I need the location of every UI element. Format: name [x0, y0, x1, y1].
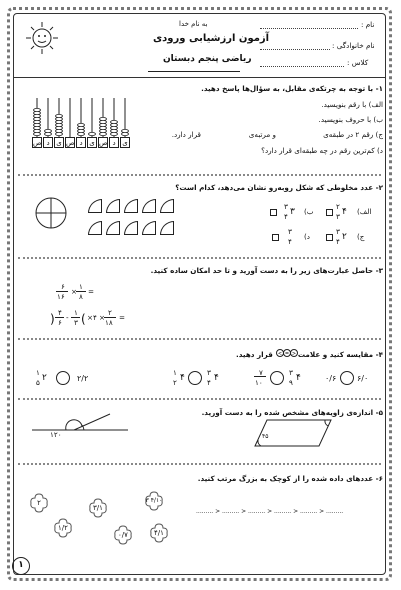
expr2-d2: ۳ [74, 318, 78, 327]
abacus-label: ی [54, 137, 64, 148]
option-den: ۴ [284, 212, 288, 221]
abacus-label: ی [120, 137, 130, 148]
q6-instruction: ۶- عددهای داده شده را از کوچک به بزرگ مرتب کنید. [197, 474, 383, 483]
compare-left-value: ۰/۶ [325, 374, 337, 383]
number-flower [112, 524, 134, 546]
compare-circle[interactable] [188, 371, 202, 385]
header-underline [148, 71, 240, 72]
option-checkbox[interactable] [326, 234, 333, 241]
option-label: د) [304, 232, 311, 241]
q4-instruction: ۴- مقایسه کنید و علامت [297, 350, 383, 359]
number-flower [87, 497, 109, 519]
compare-den: ۲ [173, 378, 177, 387]
abacus-label: ص [66, 139, 75, 147]
q1-a: الف) با رقم بنویسید. [321, 100, 383, 109]
expr2-d3: ۱۸ [105, 318, 113, 327]
compare-left-value: ۲/۲ [77, 374, 89, 383]
abacus-label: ص [33, 139, 42, 147]
subject-title: ریاضی پنجم دبستان [163, 54, 252, 64]
abacus [32, 94, 132, 138]
compare-whole: ۴ [214, 373, 219, 383]
compare-right-value: ۶/۰ [357, 374, 369, 383]
q3-instruction: ۳- حاصل عبارت‌های زیر را به دست آورید و تا حد امکان ساده کنید. [150, 266, 383, 275]
number-flower [28, 492, 50, 514]
abacus-label: ی [87, 137, 97, 148]
paren-open: ( [50, 312, 55, 326]
svg-text:=: = [284, 351, 290, 357]
q1-c-end: قرار دارد. [171, 130, 201, 139]
svg-text:<: < [277, 351, 283, 357]
q1-c-mid: و مرتبه‌ی [248, 130, 276, 139]
expr2-n1: ۴ [58, 308, 62, 317]
number-flower [148, 522, 170, 544]
expr2-eq: = [119, 313, 126, 322]
option-label: الف) [357, 207, 372, 216]
option-num: ۳ [284, 202, 288, 211]
expr2-n3: ۲ [108, 308, 112, 317]
angle-figure [30, 412, 130, 448]
abacus-label: د [43, 137, 53, 148]
compare-whole: ۴ [180, 373, 185, 383]
expr1-eq: = [88, 287, 95, 296]
expr1-d1: ۱۶ [57, 292, 65, 301]
q4-instruction-end: قرار دهید. [236, 350, 273, 359]
option-den: ۴ [288, 237, 292, 246]
parallelogram-angle: ۴۵ [262, 433, 269, 440]
section-divider [18, 174, 381, 176]
header-divider [14, 77, 386, 78]
q1-c-start: ج) رقم ۲ در طبقه‌ی [323, 130, 383, 139]
compare-whole: ۲ [42, 373, 47, 383]
compare-circle[interactable] [340, 371, 354, 385]
expr1-op: × [71, 287, 78, 296]
option-checkbox[interactable] [326, 209, 333, 216]
section-divider [18, 338, 381, 340]
family-field[interactable] [260, 49, 330, 50]
svg-text:>: > [291, 351, 297, 357]
expr2-minus: - [66, 313, 69, 322]
compare-den: ۵ [36, 378, 40, 387]
q2-instruction: ۲- عدد مخلوطی که شکل روبه‌رو نشان می‌دهد، کدام است؟ [175, 183, 383, 192]
option-whole: ۲ [342, 232, 347, 242]
option-num: ۳ [336, 227, 340, 236]
compare-circle[interactable] [56, 371, 70, 385]
compare-den: ۴ [207, 378, 211, 387]
compare-num: ۳ [289, 368, 293, 377]
abacus-label: د [76, 137, 86, 148]
expr1-d2: ۸ [79, 292, 83, 301]
option-den: ۳ [336, 212, 340, 221]
expr2-d1: ۶ [58, 318, 62, 327]
paren-close: ) [81, 312, 86, 326]
abacus-label: د [109, 137, 119, 148]
family-label: نام خانوادگی : [332, 41, 375, 50]
number-value: ۴/۱ [154, 529, 164, 537]
option-label: ج) [357, 232, 365, 241]
option-label: ب) [304, 207, 314, 216]
compare-whole: ۴ [296, 373, 301, 383]
option-whole: ۳ [290, 207, 295, 217]
number-value: ۱/۲ [58, 524, 68, 532]
compare-num: ۷ [259, 368, 263, 377]
angle-label: ۱۲۰ [50, 430, 62, 439]
number-value: ۳ ۴/۱۰ [145, 497, 163, 504]
expr2-times2: × [99, 313, 106, 322]
compare-den: ۱۰ [255, 378, 263, 387]
option-num: ۳ [288, 227, 292, 236]
fraction-bar [254, 376, 266, 377]
compare-circle[interactable] [270, 371, 284, 385]
expr1-n1: ۶ [61, 282, 65, 291]
basmala: به نام خدا [179, 20, 208, 28]
number-value: ۰/۷ [118, 531, 128, 539]
page-number: ۱ [12, 557, 30, 575]
q5-instruction: ۵- اندازه‌ی زاویه‌های مشخص شده را به دست آورید. [201, 408, 383, 417]
expr2-times: × [87, 313, 94, 322]
option-checkbox[interactable] [270, 209, 277, 216]
compare-symbols-icon [276, 346, 298, 360]
option-whole: ۴ [342, 207, 347, 217]
compare-den: ۹ [289, 378, 293, 387]
compare-num: ۱ [173, 368, 177, 377]
expr2-n2: ۱ [74, 308, 78, 317]
q1-instruction: ۱- با توجه به چرتکه‌ی مقابل، به سؤال‌ها پاسخ دهید. [201, 84, 383, 93]
section-divider [18, 257, 381, 259]
number-value: ۳/۱ [93, 504, 103, 512]
section-divider [18, 463, 381, 465]
q1-b: ب) با حروف بنویسید. [318, 115, 383, 124]
name-field[interactable] [260, 28, 358, 29]
expr2-mult: ۴ [93, 313, 97, 322]
number-value: ۲ [37, 499, 41, 507]
option-checkbox[interactable] [272, 234, 279, 241]
circle-quarters-figure [34, 196, 68, 230]
class-field[interactable] [260, 66, 344, 67]
class-label: کلاس : [347, 58, 369, 67]
order-answer-line[interactable]: ......... > ......... > ......... > ......... > ......... > ......... [196, 508, 344, 515]
section-divider [18, 398, 381, 400]
name-label: نام : [361, 20, 375, 29]
number-flower [143, 490, 165, 512]
abacus-label: ص [99, 139, 108, 147]
expr1-n2: ۱ [79, 282, 83, 291]
number-flower [52, 517, 74, 539]
compare-num: ۳ [207, 368, 211, 377]
q1-d: د) کم‌ترین رقم در چه طبقه‌ای قرار دارد؟ [261, 146, 383, 155]
option-num: ۲ [336, 202, 340, 211]
compare-num: ۱ [36, 368, 40, 377]
option-den: ۴ [336, 237, 340, 246]
sun-icon [22, 20, 62, 56]
test-title: آزمون ارزشیابی ورودی [153, 33, 270, 44]
